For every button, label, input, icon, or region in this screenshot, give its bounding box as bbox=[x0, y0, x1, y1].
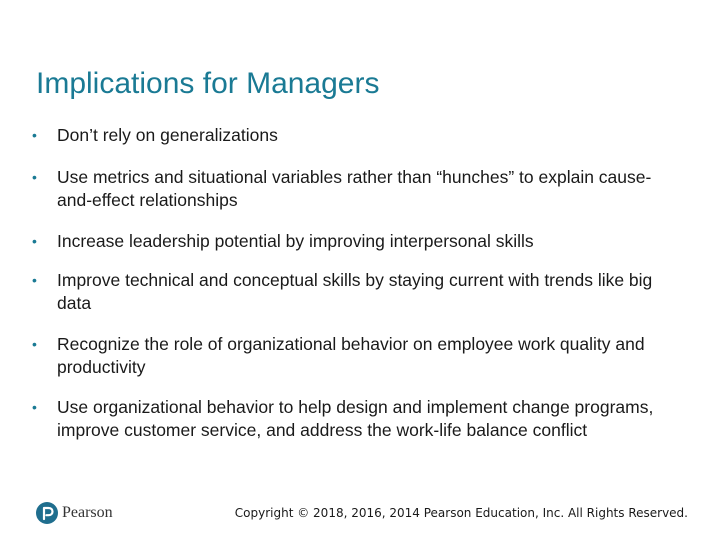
bullet-dot-icon: • bbox=[32, 233, 37, 249]
bullet-text: Use metrics and situational variables rather than “hunches” to explain cause-and-effect relationships bbox=[57, 167, 652, 210]
slide-title: Implications for Managers bbox=[36, 67, 380, 100]
bullet-dot-icon: • bbox=[32, 169, 37, 185]
bullet-text: Recognize the role of organizational behavior on employee work quality and productivity bbox=[57, 334, 645, 377]
bullet-item bbox=[32, 124, 682, 147]
pearson-logo-icon bbox=[36, 502, 58, 524]
bullet-dot-icon: • bbox=[32, 127, 37, 143]
bullet-text: Improve technical and conceptual skills by staying current with trends like big data bbox=[57, 270, 653, 313]
bullet-dot-icon: • bbox=[32, 336, 37, 352]
bullet-item bbox=[32, 333, 682, 379]
bullet-item bbox=[32, 396, 682, 442]
bullet-item bbox=[32, 166, 682, 212]
pearson-logo-text: Pearson bbox=[62, 504, 113, 521]
bullet-item bbox=[32, 230, 682, 253]
pearson-logo bbox=[36, 500, 113, 526]
bullet-text: Use organizational behavior to help design and implement change programs, improve customer service, and address the work-life balance conflict bbox=[57, 397, 654, 440]
bullet-dot-icon: • bbox=[32, 399, 37, 415]
bullet-text: Don’t rely on generalizations bbox=[57, 125, 278, 145]
bullet-dot-icon: • bbox=[32, 272, 37, 288]
bullet-item bbox=[32, 269, 682, 315]
bullet-list bbox=[32, 124, 682, 442]
bullet-text: Increase leadership potential by improving interpersonal skills bbox=[57, 231, 534, 251]
copyright-notice: Copyright © 2018, 2016, 2014 Pearson Education, Inc. All Rights Reserved. bbox=[234, 506, 688, 520]
